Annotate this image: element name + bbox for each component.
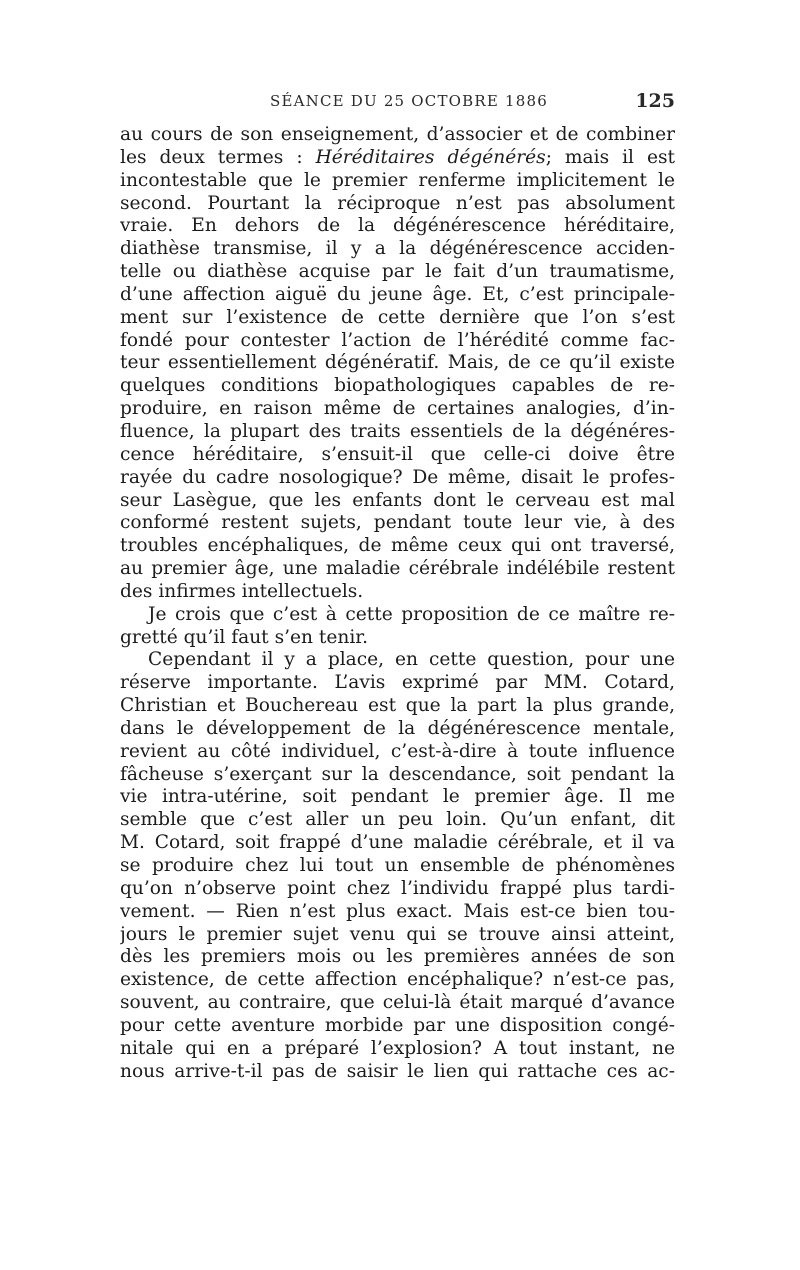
text-line: des infirmes intellectuels. (120, 580, 364, 602)
text-line: Christian et Bouchereau est que la part la plus grande, (120, 695, 675, 717)
text-line: fâcheuse s’exerçant sur la descendance, soit pendant la (120, 763, 675, 785)
text-line: jours le premier sujet venu qui se trouve ainsi atteint, (120, 923, 675, 945)
text-line: diathèse transmise, il y a la dégénérescence acciden- (120, 238, 675, 260)
text-line: telle ou diathèse acquise par le fait d’un traumatisme, (120, 261, 675, 283)
text-line: dès les premiers mois ou les premières années de son (120, 946, 675, 968)
text-line: dans le développement de la dégénérescence mentale, (120, 717, 675, 739)
text-line: pour cette aventure morbide par une disposition congé- (120, 1014, 675, 1036)
text-line: conformé restent sujets, pendant toute leur vie, à des (120, 512, 675, 534)
text-line: ment sur l’existence de cette dernière que l’on s’est (120, 306, 675, 328)
text-line: vement. — Rien n’est plus exact. Mais est-ce bien tou- (120, 900, 675, 922)
text-line: seur Lasègue, que les enfants dont le cerveau est mal (120, 489, 675, 511)
text-line: vraie. En dehors de la dégénérescence héréditaire, (120, 215, 675, 237)
text-line: réserve importante. L’avis exprimé par MM. Cotard, (120, 672, 675, 694)
running-head (120, 90, 675, 116)
text-line: Je crois que c’est à cette proposition de ce maître re- (148, 603, 675, 625)
text-line: teur essentiellement dégénératif. Mais, de ce qu’il existe (120, 352, 675, 374)
text-line: fondé pour contester l’action de l’hérédité comme fac- (120, 329, 675, 351)
text-line: rayée du cadre nosologique? De même, disait le profes- (120, 466, 675, 488)
running-title: SÉANCE DU 25 OCTOBRE 1886 (270, 92, 548, 110)
text-line: vie intra-utérine, soit pendant le premier âge. Il me (120, 786, 675, 808)
text-line: second. Pourtant la réciproque n’est pas absolument (120, 192, 675, 214)
text-line: au cours de son enseignement, d’associer et de combiner (120, 124, 675, 145)
text-line: revient au côté individuel, c’est-à-dire à toute influence (120, 740, 675, 762)
text-line: au premier âge, une maladie cérébrale indélébile restent (120, 558, 675, 580)
text-line: semble que c’est aller un peu loin. Qu’un enfant, dit (120, 809, 675, 831)
text-line: souvent, au contraire, que celui-là était marqué d’avance (120, 992, 675, 1014)
body-text (120, 124, 675, 1083)
text-line: incontestable que le premier renferme implicitement le (120, 169, 675, 191)
text-line: troubles encéphaliques, de même ceux qui ont traversé, (120, 535, 675, 557)
text-line: M. Cotard, soit frappé d’une maladie cérébrale, et il va (120, 832, 675, 854)
text-line: cence héréditaire, s’ensuit-il que celle-ci doive être (120, 443, 675, 465)
text-line: Cependant il y a place, en cette question, pour une (148, 649, 675, 671)
text-line: nous arrive-t-il pas de saisir le lien qui rattache ces ac- (120, 1060, 675, 1082)
text-line: fluence, la plupart des traits essentiels de la dégénéres- (120, 420, 675, 442)
text-line: produire, en raison même de certaines analogies, d’in- (120, 398, 675, 420)
text-line: gretté qu’il faut s’en tenir. (120, 626, 369, 648)
text-line: quelques conditions biopathologiques capables de re- (120, 375, 675, 397)
text-line: existence, de cette affection encéphalique? n’est-ce pas, (120, 969, 675, 991)
italic-phrase: Héréditaires dégénérés (315, 146, 546, 168)
page-number: 125 (635, 90, 675, 112)
text-line: nitale qui en a préparé l’explosion? A tout instant, ne (120, 1037, 675, 1059)
text-line: d’une affection aiguë du jeune âge. Et, c’est principale- (120, 283, 675, 305)
text-line: se produire chez lui tout un ensemble de phénomènes (120, 855, 675, 876)
text-line: qu’on n’observe point chez l’individu frappé plus tardi- (120, 877, 675, 899)
text-line: les deux termes : Héréditaires dégénérés; mais il est (120, 146, 675, 168)
